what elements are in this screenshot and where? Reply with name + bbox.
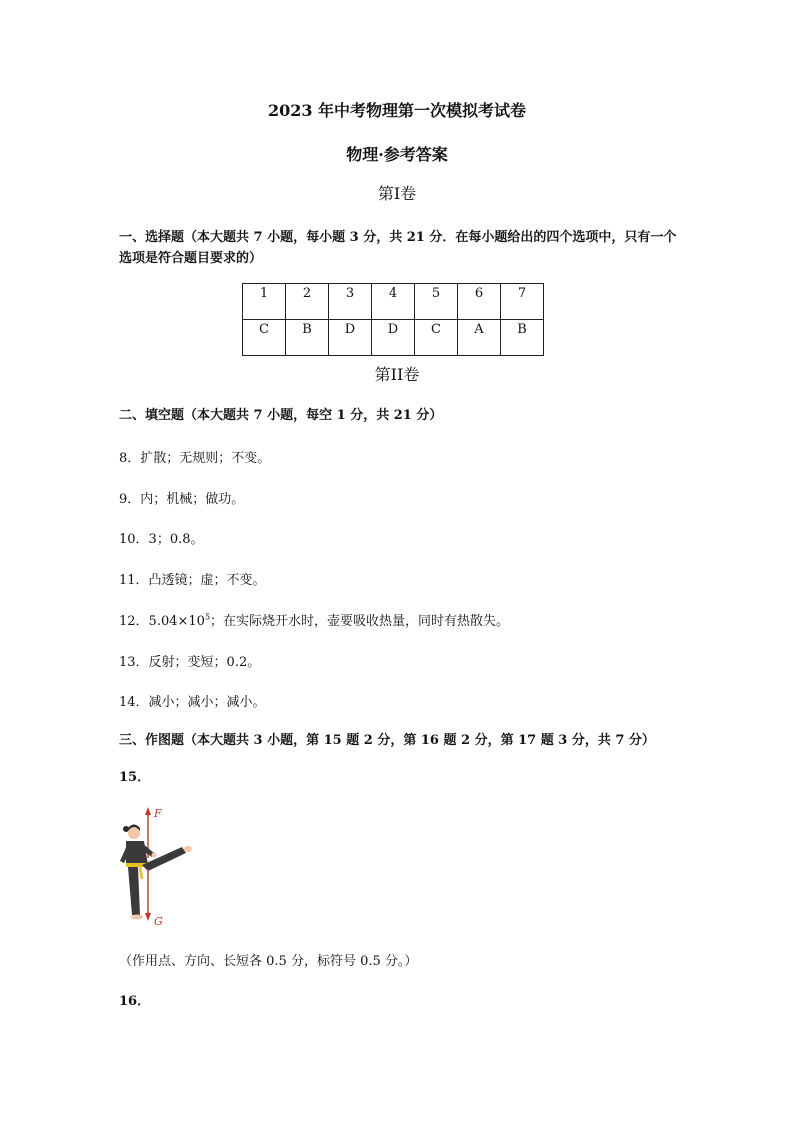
answer-q12-exponent: 5	[204, 612, 211, 622]
answer-cell: C	[243, 320, 286, 356]
section-3-heading: 三、作图题（本大题共 3 小题，第 15 题 2 分，第 16 题 2 分，第 17 题 3 分，共 7 分）	[119, 733, 655, 748]
answer-q12	[119, 610, 509, 629]
question-number-cell: 5	[415, 284, 458, 320]
question-number-cell: 1	[243, 284, 286, 320]
volume-2-heading: 第II卷	[374, 365, 420, 384]
kick-force-diagram	[112, 803, 202, 928]
answer-q14: 14．减小；减小；减小。	[119, 695, 266, 710]
force-g-arrowhead	[145, 913, 151, 921]
question-16-label: 16．	[119, 994, 151, 1009]
answer-cell: C	[415, 320, 458, 356]
figure-fist	[152, 853, 157, 858]
answer-q10: 10．3；0.8。	[119, 532, 204, 547]
answer-cell: B	[501, 320, 544, 356]
answer-q12-suffix: ；在实际烧开水时，壶要吸收热量，同时有热散失。	[210, 614, 510, 629]
answer-cell: A	[458, 320, 501, 356]
answer-cell: B	[286, 320, 329, 356]
answer-q11: 11．凸透镜；虚；不变。	[119, 573, 266, 588]
answer-table-number-row	[243, 284, 544, 320]
page-title: 2023 年中考物理第一次模拟考试卷	[267, 101, 527, 120]
question-number-cell: 2	[286, 284, 329, 320]
answer-q9: 9．内；机械；做功。	[119, 492, 245, 507]
answer-q8: 8．扩散；无规则；不变。	[119, 451, 271, 466]
question-number-cell: 6	[458, 284, 501, 320]
question-number-cell: 3	[329, 284, 372, 320]
figure-hair-bun	[123, 826, 129, 832]
force-f-arrowhead	[145, 807, 151, 815]
force-g-label: G	[154, 915, 163, 928]
section-1-heading: 一、选择题（本大题共 7 小题，每小题 3 分，共 21 分．在每小题给出的四个选项中，只有一个选项是符合题目要求的）	[119, 230, 677, 266]
question-15-label: 15．	[119, 770, 151, 785]
question-15-scoring-note: （作用点、方向、长短各 0.5 分，标符号 0.5 分。）	[119, 954, 418, 969]
answer-cell: D	[372, 320, 415, 356]
figure-kicking-foot	[184, 846, 192, 852]
answer-table	[242, 283, 544, 356]
page-subtitle: 物理·参考答案	[346, 145, 448, 164]
answer-table-answer-row	[243, 320, 544, 356]
answer-q12-prefix: 12．5.04×10	[119, 614, 205, 629]
question-number-cell: 4	[372, 284, 415, 320]
force-f-label: F	[154, 807, 162, 820]
answer-q13: 13．反射；变短；0.2。	[119, 655, 261, 670]
figure-standing-leg	[128, 867, 140, 915]
answer-cell: D	[329, 320, 372, 356]
question-number-cell: 7	[501, 284, 544, 320]
figure-standing-foot	[131, 915, 143, 920]
section-2-heading: 二、填空题（本大题共 7 小题，每空 1 分，共 21 分）	[119, 408, 443, 423]
volume-1-heading: 第Ⅰ卷	[377, 184, 417, 203]
